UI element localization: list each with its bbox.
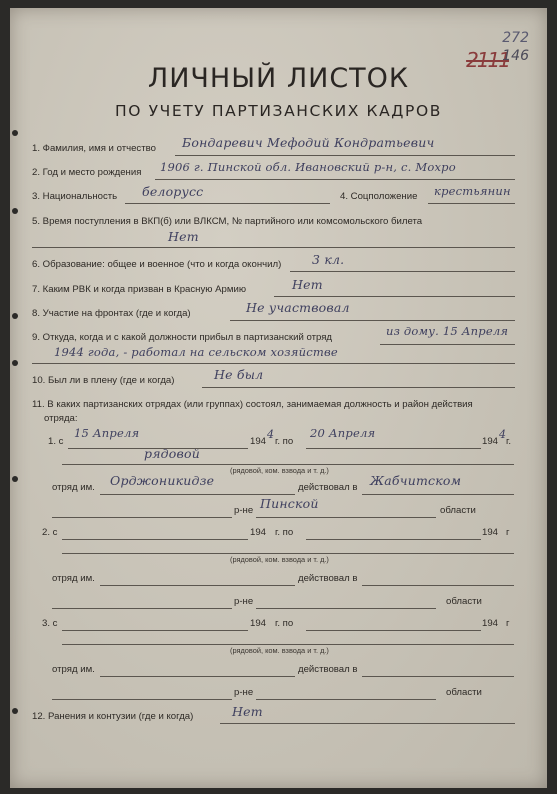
entry-1-acted-in: Жабчитском — [370, 473, 462, 488]
field-5-label: 5. Время поступления в ВКП(б) или ВЛКСМ, № партийного или комсомольского билета — [32, 216, 423, 227]
entry-2-detachment-word: отряд им. — [52, 573, 95, 584]
punch-hole — [12, 476, 18, 482]
form-title: ЛИЧНЫЙ ЛИСТОК — [147, 63, 410, 94]
field-3-line — [125, 203, 330, 204]
field-2-value: 1906 г. Пинской обл. Ивановский р-н, с. Мохро — [160, 160, 456, 174]
entry-3-position-caption: (рядовой, ком. взвода и т. д.) — [230, 646, 329, 655]
entry-1-district: Пинской — [260, 496, 319, 511]
field-2-label: 2. Год и место рождения — [32, 167, 142, 178]
entry-1-to-word: г. по — [275, 436, 294, 447]
field-3-label: 3. Национальность — [32, 191, 118, 202]
entry-2-to-word: г. по — [275, 527, 294, 538]
entry-3-acted-word: действовал в — [298, 664, 358, 675]
entry-2-acted-word: действовал в — [298, 573, 358, 584]
field-9-label: 9. Откуда, когда и с какой должности прибыл в партизанский отряд — [32, 332, 333, 343]
entry-1-to-line — [306, 448, 481, 449]
field-11-label: 11. В каких партизанских отрядах (или группах) состоял, занимаемая должность и район действия — [32, 399, 473, 410]
entry-3-from-year: 194 — [250, 618, 267, 629]
entry-2-acted-line — [362, 585, 514, 586]
entry-2-position-caption: (рядовой, ком. взвода и т. д.) — [230, 555, 329, 564]
punch-hole — [12, 130, 18, 136]
field-9-line-2 — [32, 363, 515, 364]
entry-1-district-word: р-не — [234, 505, 254, 516]
entry-3-district-line-a — [52, 699, 232, 700]
field-12-value: Нет — [232, 704, 263, 719]
field-10-value: Не был — [214, 367, 264, 382]
entry-3-position-line — [62, 644, 514, 645]
entry-2-g: г — [506, 527, 510, 538]
field-9-value-2: 1944 года, - работал на сельском хозяйстве — [54, 345, 338, 359]
entry-3-to-year: 194 — [482, 618, 499, 629]
entry-1-district-line-a — [52, 517, 232, 518]
field-7-value: Нет — [292, 277, 323, 292]
entry-1-from-year: 194 — [250, 436, 267, 447]
entry-3-from-line — [62, 630, 248, 631]
entry-1-from-day: 15 Апреля — [74, 426, 140, 440]
entry-1-position-caption: (рядовой, ком. взвода и т. д.) — [230, 466, 329, 475]
field-3-value: белорусс — [142, 184, 204, 199]
field-4-line — [428, 203, 515, 204]
entry-2-district-line-a — [52, 608, 232, 609]
field-6-line — [290, 271, 515, 272]
entry-1-from-year-digit: 4 — [267, 428, 275, 441]
field-9-value-1: из дому. 15 Апреля — [386, 324, 509, 338]
entry-1-g: г. — [506, 436, 511, 447]
entry-1-to-year: 194 — [482, 436, 499, 447]
field-4-value: крестьянин — [434, 184, 511, 198]
punch-hole — [12, 208, 18, 214]
entry-3-detachment-word: отряд им. — [52, 664, 95, 675]
entry-3-acted-line — [362, 676, 514, 677]
entry-1-detachment-line — [100, 494, 295, 495]
field-4-label: 4. Соцположение — [340, 191, 418, 202]
punch-hole — [12, 360, 18, 366]
field-12-label: 12. Ранения и контузии (где и когда) — [32, 711, 194, 722]
punch-hole — [12, 313, 18, 319]
field-8-value: Не участвовал — [246, 300, 350, 315]
entry-3-number: 3. с — [42, 618, 58, 629]
archive-number-crossed: 2111 — [466, 48, 509, 72]
entry-1-to-year-digit: 4 — [499, 428, 507, 441]
entry-3-district-line — [256, 699, 436, 700]
entry-1-to-day: 20 Апреля — [310, 426, 376, 440]
entry-2-from-line — [62, 539, 248, 540]
entry-2-position-line — [62, 553, 514, 554]
entry-2-from-year: 194 — [250, 527, 267, 538]
entry-3-g: г — [506, 618, 510, 629]
entry-2-number: 2. с — [42, 527, 58, 538]
entry-1-position-line — [62, 464, 514, 465]
entry-2-to-line — [306, 539, 481, 540]
field-5-line — [32, 247, 515, 248]
entry-1-number: 1. с — [48, 436, 64, 447]
entry-3-detachment-line — [100, 676, 295, 677]
entry-3-district-word: р-не — [234, 687, 254, 698]
entry-2-region-word: области — [446, 596, 482, 607]
field-8-label: 8. Участие на фронтах (где и когда) — [32, 308, 191, 319]
entry-2-to-year: 194 — [482, 527, 499, 538]
field-9-line-1 — [380, 344, 515, 345]
field-6-value: 3 кл. — [312, 252, 345, 267]
entry-1-position: рядовой — [144, 446, 200, 461]
entry-3-to-line — [306, 630, 481, 631]
entry-2-detachment-line — [100, 585, 295, 586]
entry-3-region-word: области — [446, 687, 482, 698]
archive-number-new: 146 — [502, 48, 529, 64]
field-7-label: 7. Каким РВК и когда призван в Красную Армию — [32, 284, 247, 295]
punch-hole — [12, 708, 18, 714]
field-6-label: 6. Образование: общее и военное (что и когда окончил) — [32, 259, 282, 270]
field-10-label: 10. Был ли в плену (где и когда) — [32, 375, 175, 386]
entry-1-detachment-word: отряд им. — [52, 482, 95, 493]
field-1-line — [175, 155, 515, 156]
archive-number-top: 272 — [502, 30, 529, 46]
personnel-record-sheet — [10, 8, 547, 788]
field-10-line — [202, 387, 515, 388]
entry-3-to-word: г. по — [275, 618, 294, 629]
field-12-line — [220, 723, 515, 724]
field-11-label-cont: отряда: — [44, 413, 78, 424]
entry-1-district-line — [256, 517, 436, 518]
entry-1-detachment: Орджоникидзе — [110, 473, 215, 488]
field-2-line — [155, 179, 515, 180]
field-1-label: 1. Фамилия, имя и отчество — [32, 143, 156, 154]
field-5-value: Нет — [168, 229, 199, 244]
entry-2-district-word: р-не — [234, 596, 254, 607]
form-subtitle: ПО УЧЕТУ ПАРТИЗАНСКИХ КАДРОВ — [114, 102, 443, 120]
entry-1-region-word: области — [440, 505, 476, 516]
entry-1-acted-line — [362, 494, 514, 495]
entry-2-district-line — [256, 608, 436, 609]
field-8-line — [230, 320, 515, 321]
entry-1-acted-word: действовал в — [298, 482, 358, 493]
field-7-line — [274, 296, 515, 297]
field-1-value: Бондаревич Мефодий Кондратьевич — [182, 135, 435, 150]
